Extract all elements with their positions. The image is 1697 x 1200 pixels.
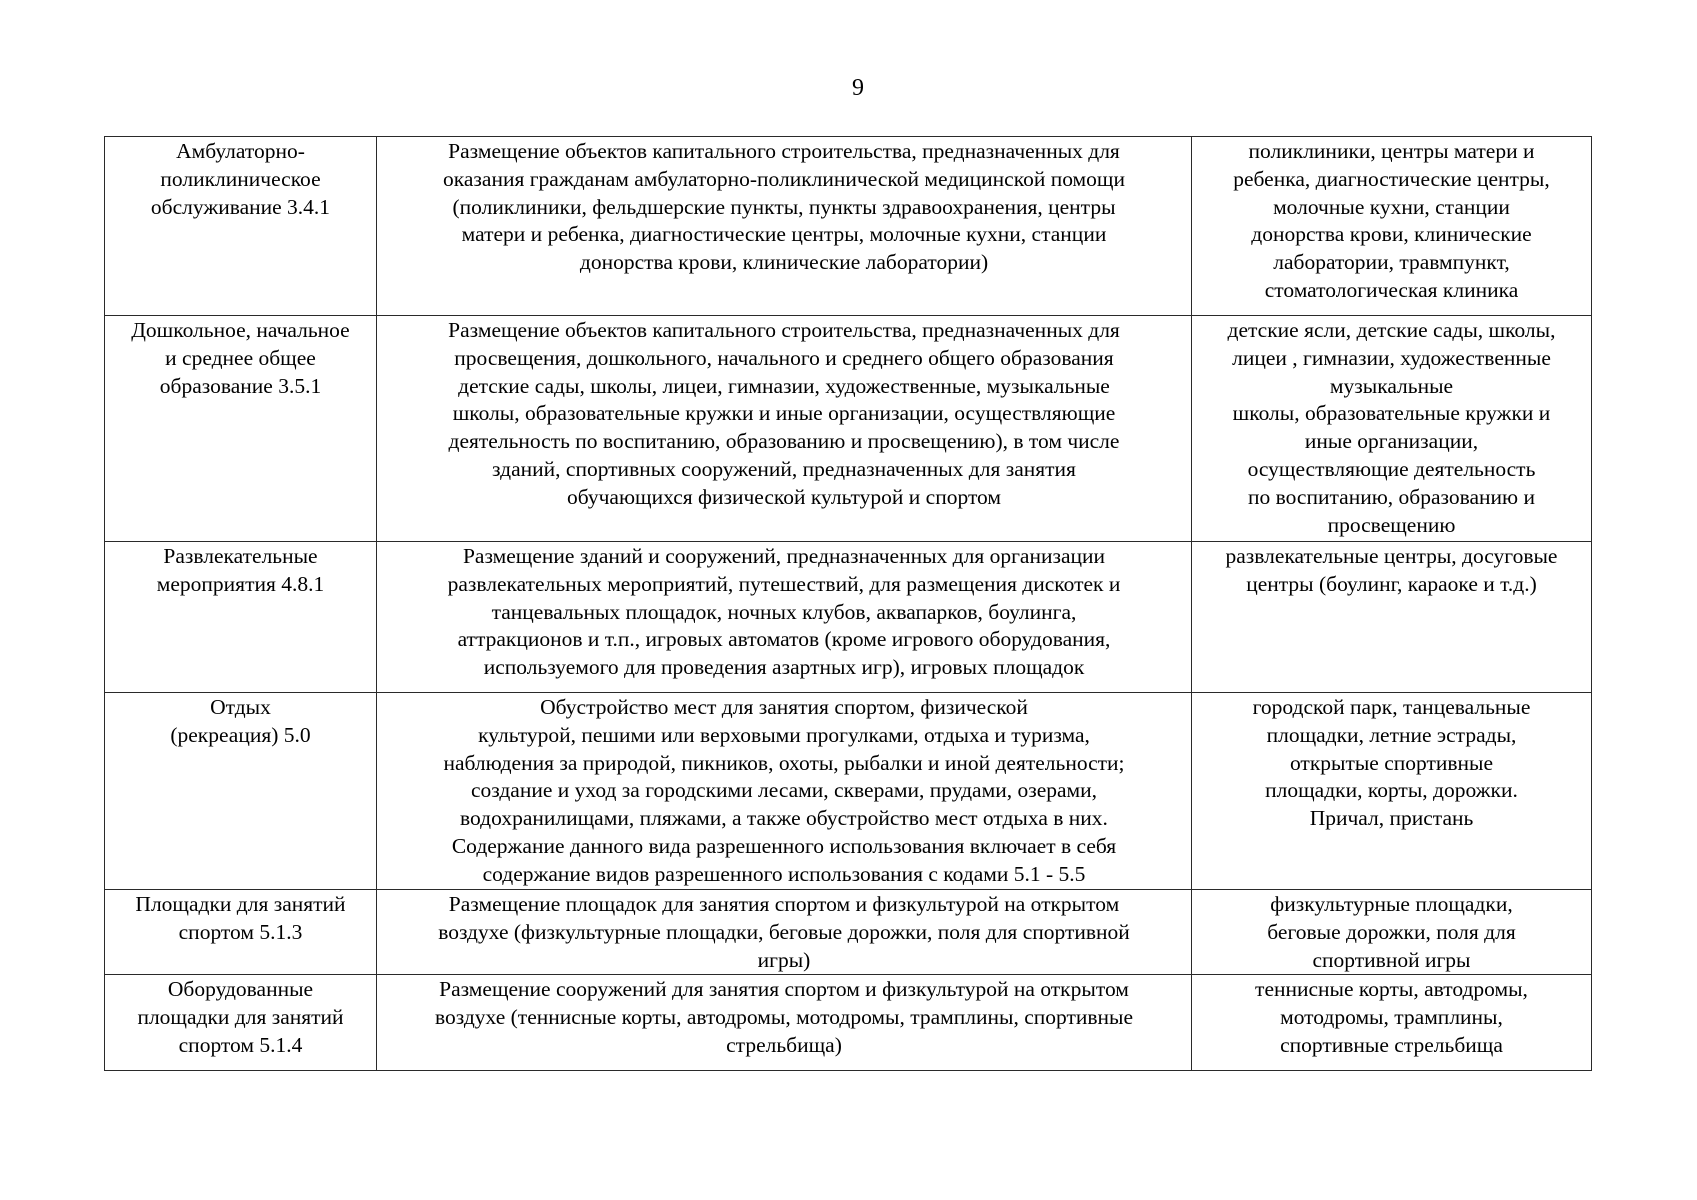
use-type-cell: Отдых (рекреация) 5.0 [105, 693, 377, 890]
land-use-table [104, 136, 1592, 1071]
use-examples-cell: развлекательные центры, досуговые центры (боулинг, караоке и т.д.) [1192, 542, 1592, 693]
use-type-cell: Амбулаторно- поликлиническое обслуживание 3.4.1 [105, 137, 377, 316]
use-type-cell: Оборудованные площадки для занятий спортом 5.1.4 [105, 975, 377, 1071]
use-description-cell: Размещение зданий и сооружений, предназначенных для организации развлекательных мероприятий, путешествий, для размещения дискотек и танцевальных площадок, ночных клубов, аквапарков, боулинга, аттракционов и т.п., игровых автоматов (кроме игрового оборудования, используемого для проведения азартных игр), игровых площадок [377, 542, 1192, 693]
use-type-cell: Дошкольное, начальное и среднее общее образование 3.5.1 [105, 316, 377, 542]
use-description-cell: Размещение объектов капитального строительства, предназначенных для оказания гражданам амбулаторно-поликлинической медицинской помощи (поликлиники, фельдшерские пункты, пункты здравоохранения, центры матери и ребенка, диагностические центры, молочные кухни, станции донорства крови, клинические лаборатории) [377, 137, 1192, 316]
page-number: 9 [852, 75, 864, 101]
table-row [105, 890, 1592, 975]
table-row [105, 693, 1592, 890]
use-type-cell: Площадки для занятий спортом 5.1.3 [105, 890, 377, 975]
table-row [105, 975, 1592, 1071]
use-examples-cell: городской парк, танцевальные площадки, летние эстрады, открытые спортивные площадки, корты, дорожки. Причал, пристань [1192, 693, 1592, 890]
table-row [105, 137, 1592, 316]
use-examples-cell: поликлиники, центры матери и ребенка, диагностические центры, молочные кухни, станции донорства крови, клинические лаборатории, травмпункт, стоматологическая клиника [1192, 137, 1592, 316]
table-row [105, 542, 1592, 693]
use-examples-cell: физкультурные площадки, беговые дорожки, поля для спортивной игры [1192, 890, 1592, 975]
use-description-cell: Размещение сооружений для занятия спортом и физкультурой на открытом воздухе (теннисные корты, автодромы, мотодромы, трамплины, спортивные стрельбища) [377, 975, 1192, 1071]
use-type-cell: Развлекательные мероприятия 4.8.1 [105, 542, 377, 693]
use-description-cell: Обустройство мест для занятия спортом, физической культурой, пешими или верховыми прогулками, отдыха и туризма, наблюдения за природой, пикников, охоты, рыбалки и иной деятельности; создание и уход за городскими лесами, скверами, прудами, озерами, водохранилищами, пляжами, а также обустройство мест отдыха в них. Содержание данного вида разрешенного использования включает в себя содержание видов разрешенного использования с кодами 5.1 - 5.5 [377, 693, 1192, 890]
use-description-cell: Размещение объектов капитального строительства, предназначенных для просвещения, дошкольного, начального и среднего общего образования детские сады, школы, лицеи, гимназии, художественные, музыкальные школы, образовательные кружки и иные организации, осуществляющие деятельность по воспитанию, образованию и просвещению), в том числе зданий, спортивных сооружений, предназначенных для занятия обучающихся физической культурой и спортом [377, 316, 1192, 542]
table-row [105, 316, 1592, 542]
use-examples-cell: теннисные корты, автодромы, мотодромы, трамплины, спортивные стрельбища [1192, 975, 1592, 1071]
use-examples-cell: детские ясли, детские сады, школы, лицеи , гимназии, художественные музыкальные школы, образовательные кружки и иные организации, осуществляющие деятельность по воспитанию, образованию и просвещению [1192, 316, 1592, 542]
use-description-cell: Размещение площадок для занятия спортом и физкультурой на открытом воздухе (физкультурные площадки, беговые дорожки, поля для спортивной игры) [377, 890, 1192, 975]
